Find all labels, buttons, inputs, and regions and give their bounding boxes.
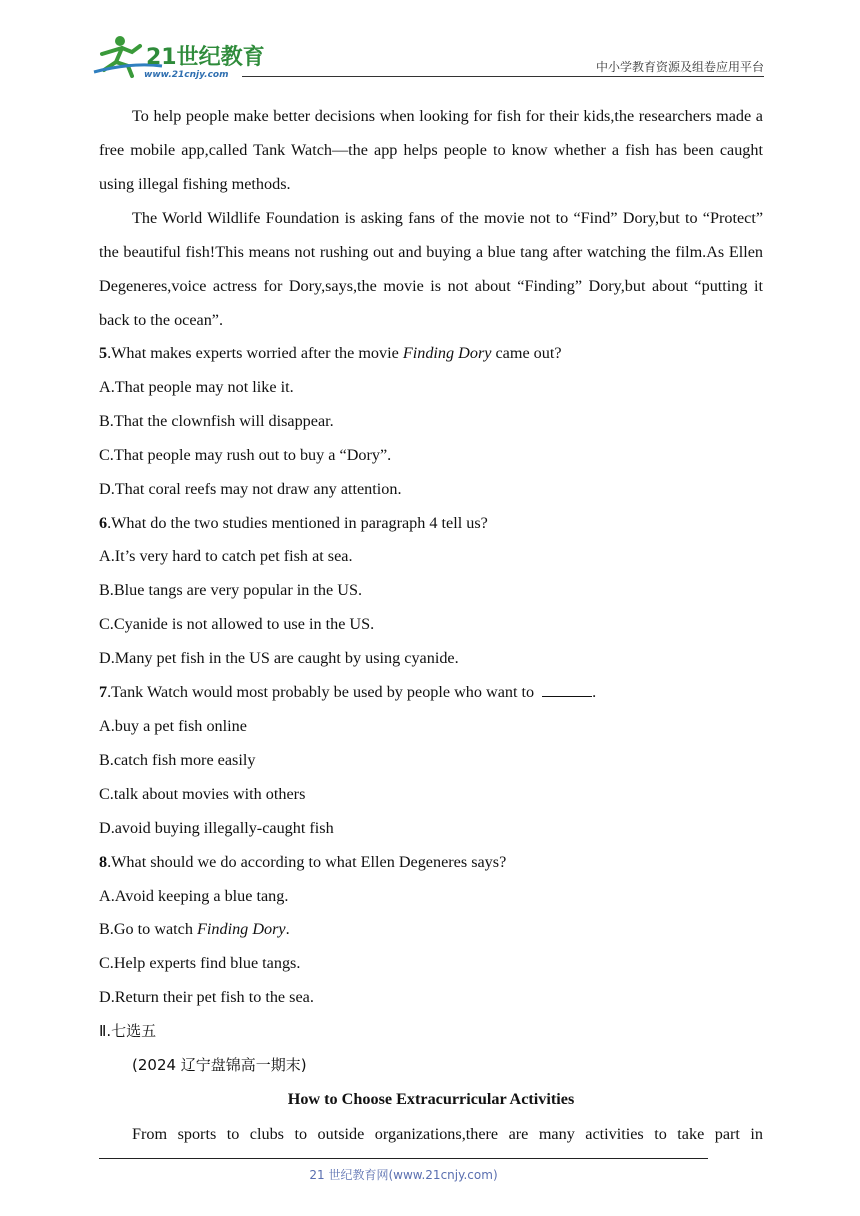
question-number: 6 <box>99 513 108 532</box>
question-italic: Finding Dory <box>402 344 492 362</box>
option-text-end: . <box>285 920 290 939</box>
option: A.That people may not like it. <box>99 377 294 396</box>
option: B.That the clownfish will disappear. <box>99 411 334 430</box>
question-text: .What makes experts worried after the movie <box>107 344 403 362</box>
question-text: .Tank Watch would most probably be used by people who want to <box>107 683 535 702</box>
passage-first-line: From sports to clubs to outside organizations,there are many activities to take part in <box>132 1124 763 1143</box>
option: B.Blue tangs are very popular in the US. <box>99 581 362 600</box>
question-text-end: came out? <box>491 344 562 362</box>
question-text: .What should we do according to what Ellen Degeneres says? <box>107 852 507 871</box>
question-5 <box>99 337 763 371</box>
question-6 <box>99 507 763 541</box>
option-italic: Finding Dory <box>197 920 286 939</box>
logo-text: 21世纪教育 <box>146 45 265 70</box>
document-body <box>99 99 763 1151</box>
option: D.That coral reefs may not draw any attention. <box>99 479 402 498</box>
page-header <box>92 28 764 80</box>
footer-rule <box>99 1158 708 1159</box>
option <box>99 913 763 947</box>
option: B.catch fish more easily <box>99 750 256 769</box>
option: D.Return their pet fish to the sea. <box>99 988 314 1007</box>
question-7: 7.Tank Watch would most probably be used by people who want to . <box>99 683 597 702</box>
option: C.Cyanide is not allowed to use in the US. <box>99 615 375 634</box>
option: C.That people may rush out to buy a “Dory”. <box>99 445 392 464</box>
header-rule <box>242 76 764 77</box>
question-text: .What do the two studies mentioned in paragraph 4 tell us? <box>107 513 488 532</box>
option: A.It’s very hard to catch pet fish at sea. <box>99 547 353 566</box>
answer-blank <box>542 682 592 697</box>
option: A.Avoid keeping a blue tang. <box>99 886 289 905</box>
paragraph-1: To help people make better decisions when looking for fish for their kids,the researchers made a free mobile app,called Tank Watch—the app helps people to know whether a fish has been caught using illegal fishing methods. <box>99 107 763 193</box>
question-number: 8 <box>99 852 108 871</box>
question-number: 5 <box>99 344 108 362</box>
section-heading: Ⅱ.七选五 <box>99 1022 157 1041</box>
passage-title: How to Choose Extracurricular Activities <box>287 1089 575 1108</box>
question-number: 7 <box>99 683 108 702</box>
question-8 <box>99 846 763 880</box>
option: C.Help experts find blue tangs. <box>99 954 301 973</box>
option: D.avoid buying illegally-caught fish <box>99 818 334 837</box>
header-tagline: 中小学教育资源及组卷应用平台 <box>595 60 764 74</box>
option: C.talk about movies with others <box>99 784 306 803</box>
page-footer: 21 世纪教育网(www.21cnjy.com) <box>309 1168 498 1182</box>
paragraph-2: The World Wildlife Foundation is asking fans of the movie not to “Find” Dory,but to “Protect” the beautiful fish!This means not rushing out and buying a blue tang after watching the film.As Ellen Degeneres,voice actress for Dory,says,the movie is not about “Finding” Dory,but about “putting it back to the ocean”. <box>99 209 763 329</box>
option-text: B.Go to watch <box>99 920 198 939</box>
option: D.Many pet fish in the US are caught by using cyanide. <box>99 649 459 668</box>
option: A.buy a pet fish online <box>99 716 247 735</box>
section-source: (2024 辽宁盘锦高一期末) <box>132 1056 307 1075</box>
logo-url: www.21cnjy.com <box>144 70 229 80</box>
site-logo <box>92 32 267 80</box>
